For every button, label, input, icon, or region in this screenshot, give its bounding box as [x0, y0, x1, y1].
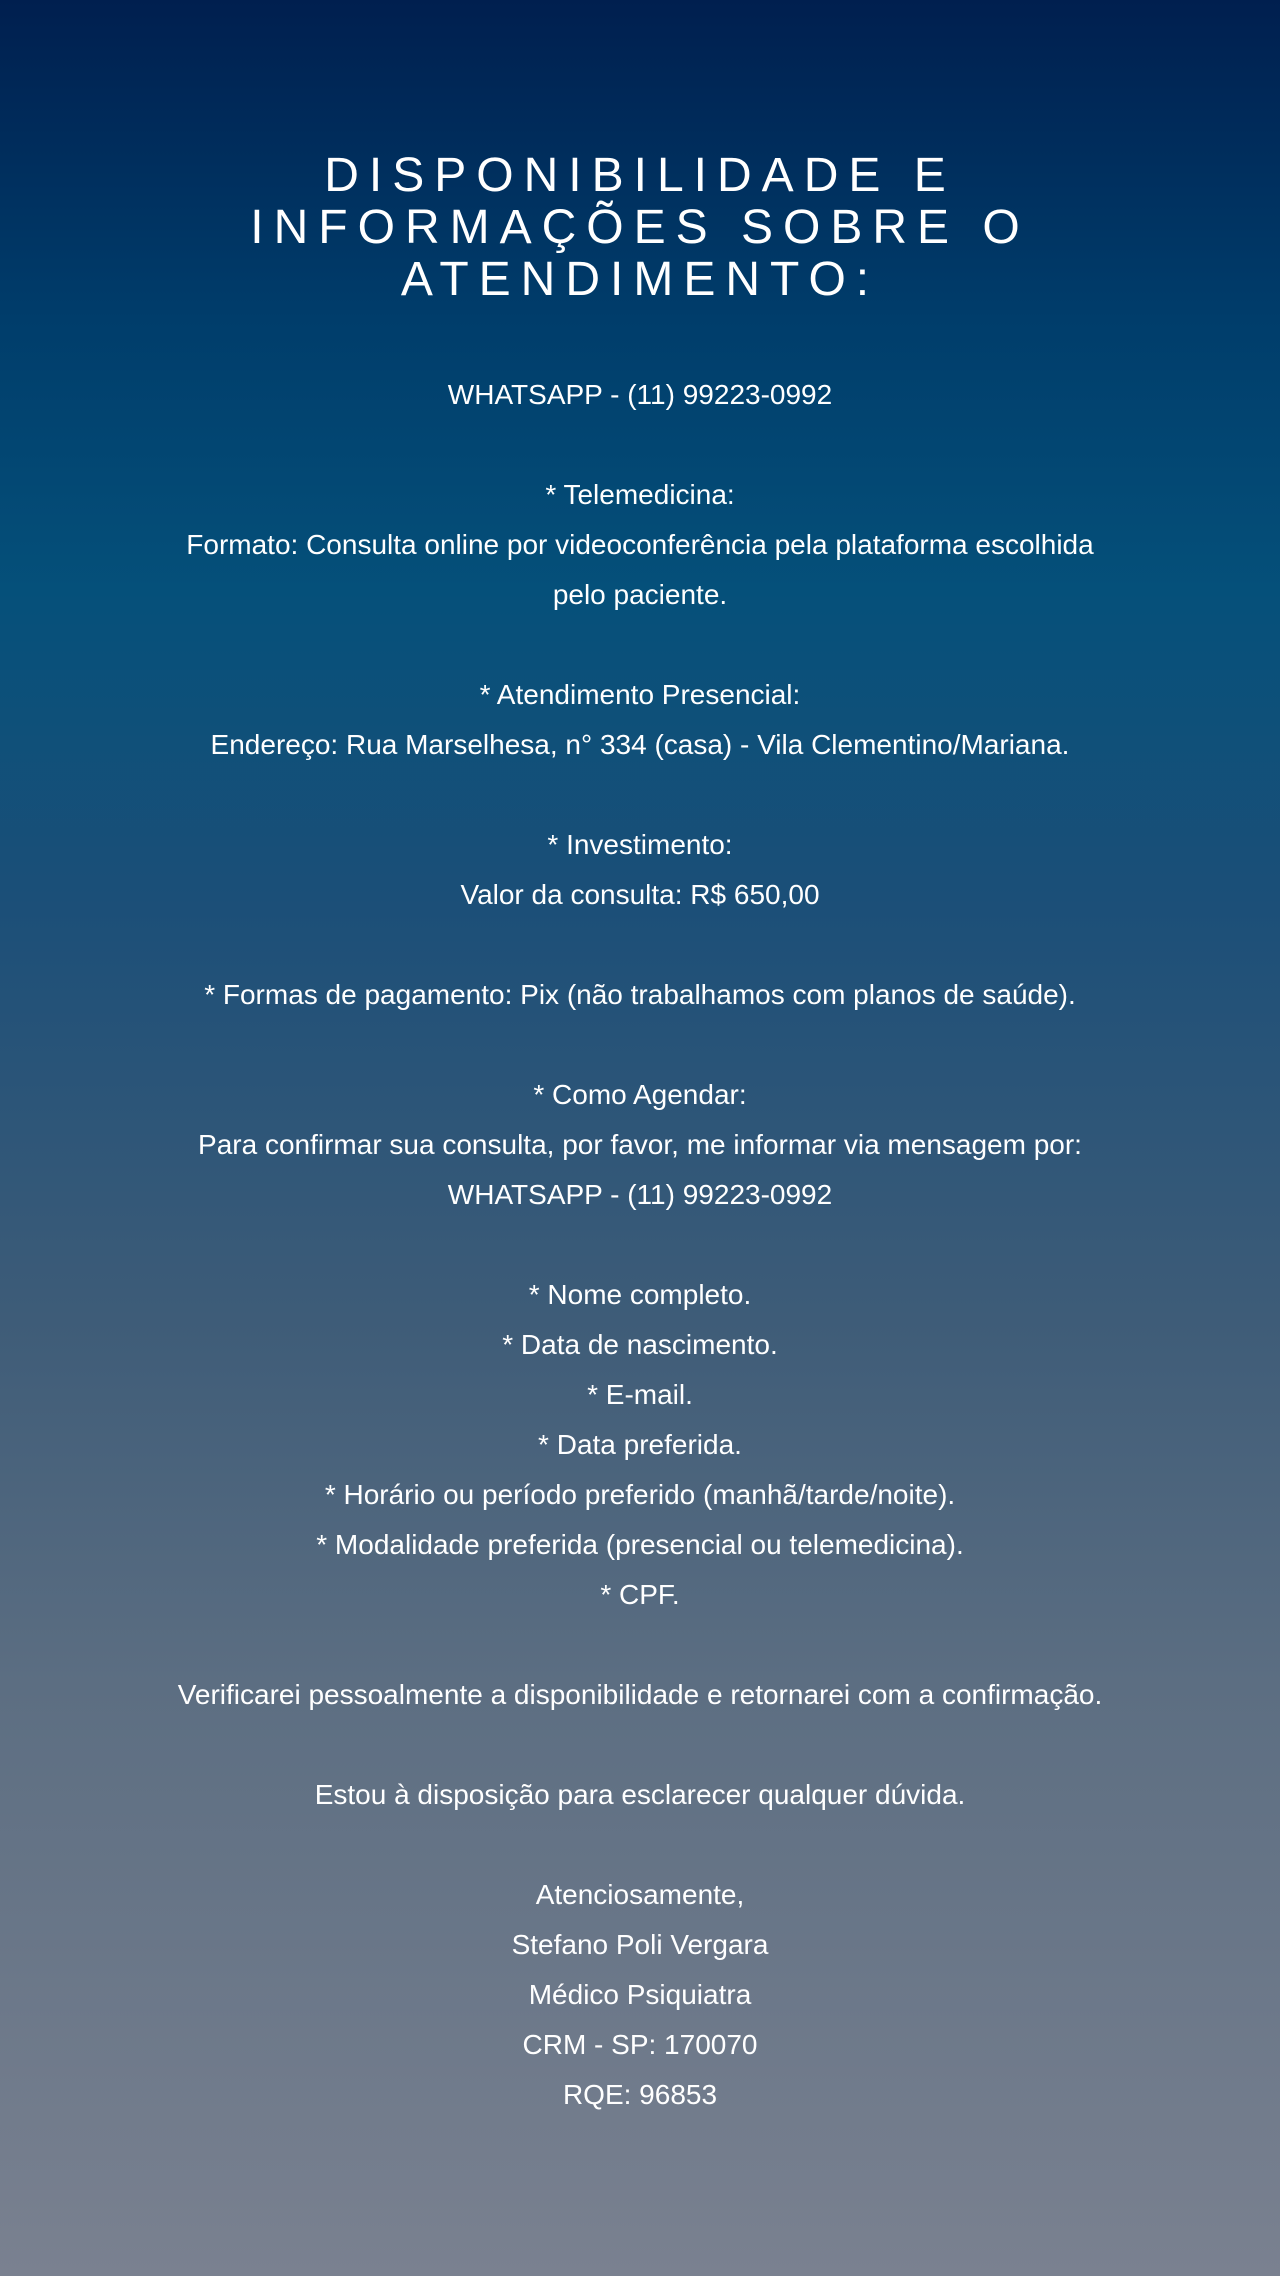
requisito-item: * E-mail.: [587, 1379, 693, 1410]
info-content: [0, 370, 1280, 2120]
title-line-1: DISPONIBILIDADE E: [324, 149, 956, 202]
presencial-address: Endereço: Rua Marselhesa, n° 334 (casa) - Vila Clementino/Mariana.: [210, 729, 1070, 760]
spacer: [0, 1620, 1280, 1670]
requisito-item: * Modalidade preferida (presencial ou telemedicina).: [316, 1529, 964, 1560]
agendar-instructions: Para confirmar sua consulta, por favor, me informar via mensagem por:: [198, 1129, 1082, 1160]
spacer: [0, 1720, 1280, 1770]
signature-specialty: Médico Psiquiatra: [528, 1979, 752, 2010]
requisito-item: * Data preferida.: [538, 1429, 742, 1460]
whatsapp-contact: WHATSAPP - (11) 99223-0992: [447, 379, 833, 410]
requisito-item: * CPF.: [600, 1579, 680, 1610]
requisito-item: * Horário ou período preferido (manhã/tarde/noite).: [324, 1479, 956, 1510]
telemedicina-format-line-2: pelo paciente.: [552, 579, 728, 610]
signature-rqe: RQE: 96853: [562, 2079, 718, 2110]
telemedicina-format-line-1: Formato: Consulta online por videoconferência pela plataforma escolhida: [186, 529, 1094, 560]
agendar-heading: * Como Agendar:: [533, 1079, 747, 1110]
page-title: [0, 150, 1280, 306]
signature-crm: CRM - SP: 170070: [522, 2029, 758, 2060]
signature-greeting: Atenciosamente,: [535, 1879, 745, 1910]
disposicao-text: Estou à disposição para esclarecer qualquer dúvida.: [314, 1779, 966, 1810]
spacer: [0, 770, 1280, 820]
title-line-2: INFORMAÇÕES SOBRE O: [250, 201, 1030, 254]
verificacao-text: Verificarei pessoalmente a disponibilidade e retornarei com a confirmação.: [177, 1679, 1103, 1710]
spacer: [0, 920, 1280, 970]
agendar-whatsapp: WHATSAPP - (11) 99223-0992: [447, 1179, 833, 1210]
telemedicina-heading: * Telemedicina:: [545, 479, 735, 510]
spacer: [0, 420, 1280, 470]
spacer: [0, 1820, 1280, 1870]
requisito-item: * Data de nascimento.: [502, 1329, 778, 1360]
title-line-3: ATENDIMENTO:: [400, 253, 880, 306]
investimento-value: Valor da consulta: R$ 650,00: [460, 879, 820, 910]
pagamento-text: * Formas de pagamento: Pix (não trabalhamos com planos de saúde).: [204, 979, 1076, 1010]
requisito-item: * Nome completo.: [528, 1279, 752, 1310]
investimento-heading: * Investimento:: [547, 829, 733, 860]
spacer: [0, 1020, 1280, 1070]
spacer: [0, 1220, 1280, 1270]
spacer: [0, 620, 1280, 670]
presencial-heading: * Atendimento Presencial:: [479, 679, 801, 710]
signature-name: Stefano Poli Vergara: [511, 1929, 769, 1960]
